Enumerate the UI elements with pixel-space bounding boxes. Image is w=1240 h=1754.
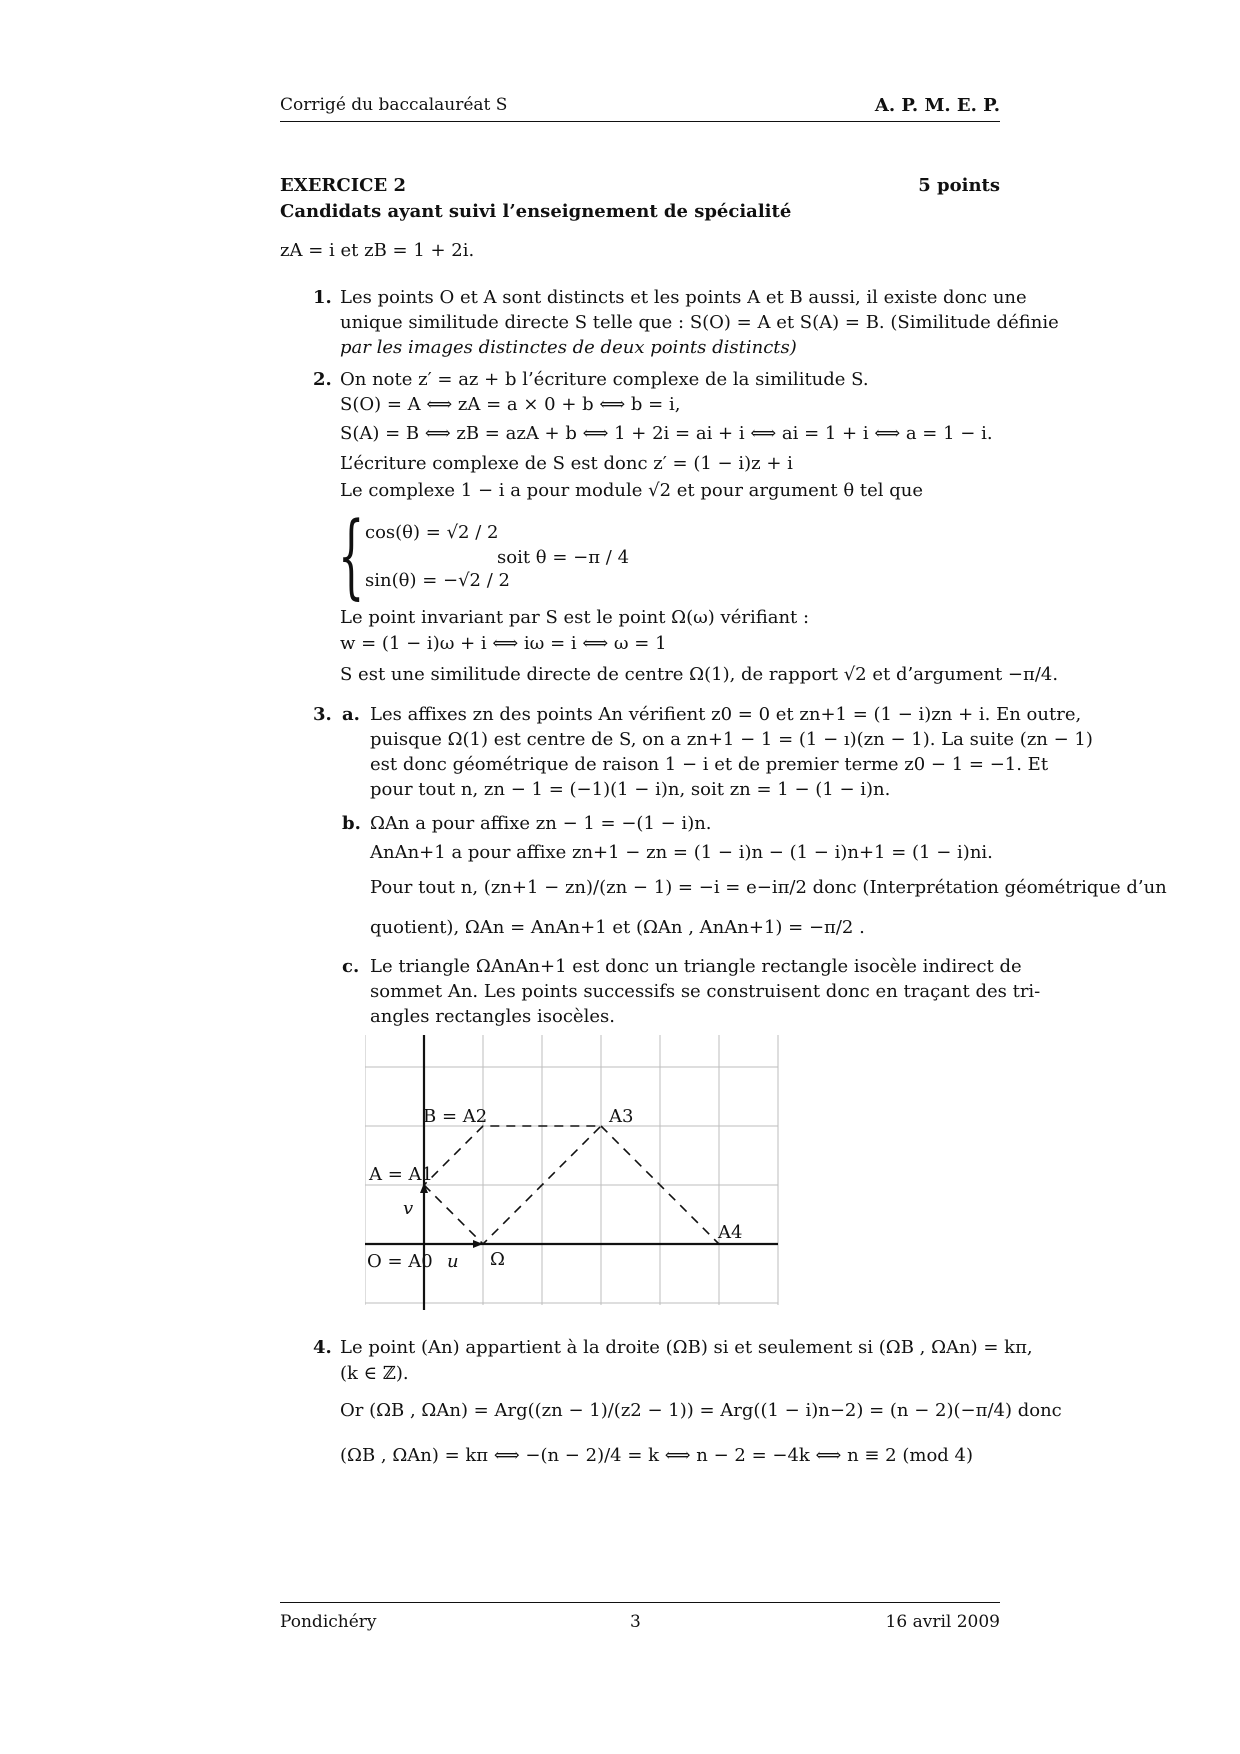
q3a-line2: puisque Ω(1) est centre de S, on a zn+1 − 1 = (1 − ı)(zn − 1). La suite (zn − 1) [370, 729, 1093, 750]
label-omega: Ω [490, 1249, 505, 1270]
q3b-label: b. [342, 813, 361, 834]
q1-line2: unique similitude directe S telle que : S(O) = A et S(A) = B. (Similitude définie [340, 312, 1059, 333]
footer-rule [280, 1602, 1000, 1603]
q4-line1: Le point (An) appartient à la droite (ΩB) si et seulement si (ΩB , ΩAn) = kπ, [340, 1337, 1033, 1358]
q2-line8: S est une similitude directe de centre Ω(1), de rapport √2 et d’argument −π/4. [340, 664, 1059, 685]
q2-line5: Le complexe 1 − i a pour module √2 et pour argument θ tel que [340, 480, 924, 501]
q3b-line2: AnAn+1 a pour affixe zn+1 − zn = (1 − i)n − (1 − i)n+1 = (1 − i)ni. [370, 842, 993, 863]
q2-number: 2. [313, 369, 332, 390]
q3a-label: a. [342, 704, 360, 725]
exercise-points: 5 points [918, 175, 1000, 196]
footer-left: Pondichéry [280, 1612, 377, 1632]
q2-line2: S(O) = A ⟺ zA = a × 0 + b ⟺ b = i, [340, 394, 681, 415]
footer-page-number: 3 [630, 1612, 641, 1632]
q2-line4: L’écriture complexe de S est donc z′ = (1 − i)z + i [340, 453, 793, 474]
q3c-label: c. [342, 956, 360, 977]
system-brace: { [338, 502, 365, 609]
label-a4: A4 [718, 1222, 743, 1243]
q3c-line3: angles rectangles isocèles. [370, 1006, 615, 1027]
label-a-a1: A = A1 [369, 1164, 433, 1185]
q2-sin: sin(θ) = −√2 / 2 [365, 570, 510, 591]
vector-u-arrowhead [473, 1240, 483, 1248]
exercise-subtitle: Candidats ayant suivi l’enseignement de spécialité [280, 201, 792, 222]
q4-line2: (k ∈ ℤ). [340, 1363, 409, 1384]
label-o-a0: O = A0 [367, 1251, 433, 1272]
q3a-line1: Les affixes zn des points An vérifient z0 = 0 et zn+1 = (1 − i)zn + i. En outre, [370, 704, 1082, 725]
label-a3: A3 [609, 1106, 634, 1127]
q3b-line4: quotient), ΩAn = AnAn+1 et (ΩAn , AnAn+1) = −π/2 . [370, 917, 865, 938]
figure-construction [365, 1035, 780, 1310]
q3c-line1: Le triangle ΩAnAn+1 est donc un triangle rectangle isocèle indirect de [370, 956, 1022, 977]
q2-line3: S(A) = B ⟺ zB = azA + b ⟺ 1 + 2i = ai + i ⟺ ai = 1 + i ⟺ a = 1 − i. [340, 423, 993, 444]
q2-line1: On note z′ = az + b l’écriture complexe de la similitude S. [340, 369, 869, 390]
label-u: u [447, 1251, 459, 1272]
q4-line4: (ΩB , ΩAn) = kπ ⟺ −(n − 2)/4 = k ⟺ n − 2 = −4k ⟺ n ≡ 2 (mod 4) [340, 1445, 974, 1466]
q2-line6: Le point invariant par S est le point Ω(ω) vérifiant : [340, 607, 810, 628]
q3a-line3: est donc géométrique de raison 1 − i et de premier terme z0 − 1 = −1. Et [370, 754, 1049, 775]
q3-number: 3. [313, 704, 332, 725]
q3a-line4: pour tout n, zn − 1 = (−1)(1 − i)n, soit zn = 1 − (1 − i)n. [370, 779, 891, 800]
q2-line7: w = (1 − i)ω + i ⟺ iω = i ⟺ ω = 1 [340, 633, 667, 654]
q1-line3: par les images distinctes de deux points distincts) [340, 337, 797, 358]
header-apmep: A. P. M. E. P. [874, 95, 1000, 116]
q2-cos: cos(θ) = √2 / 2 [365, 522, 499, 543]
intro-line: zA = i et zB = 1 + 2i. [280, 240, 475, 261]
q2-soit: soit θ = −π / 4 [497, 547, 630, 568]
label-v: v [403, 1198, 414, 1219]
q1-number: 1. [313, 287, 332, 308]
q3b-line1: ΩAn a pour affixe zn − 1 = −(1 − i)n. [370, 813, 712, 834]
q4-number: 4. [313, 1337, 332, 1358]
exercise-title: EXERCICE 2 [280, 175, 406, 196]
running-header [280, 95, 1000, 119]
header-title: Corrigé du baccalauréat S [280, 95, 508, 115]
q3b-line3: Pour tout n, (zn+1 − zn)/(zn − 1) = −i = e−iπ/2 donc (Interprétation géométrique d’un [370, 877, 1167, 898]
q1-line1: Les points O et A sont distincts et les points A et B aussi, il existe donc une [340, 287, 1027, 308]
footer-date: 16 avril 2009 [885, 1612, 1000, 1632]
q4-line3: Or (ΩB , ΩAn) = Arg((zn − 1)/(z2 − 1)) = Arg((1 − i)n−2) = (n − 2)(−π/4) donc [340, 1400, 1062, 1421]
label-b-a2: B = A2 [423, 1106, 488, 1127]
q3c-line2: sommet An. Les points successifs se construisent donc en traçant des tri- [370, 981, 1041, 1002]
header-rule [280, 121, 1000, 122]
